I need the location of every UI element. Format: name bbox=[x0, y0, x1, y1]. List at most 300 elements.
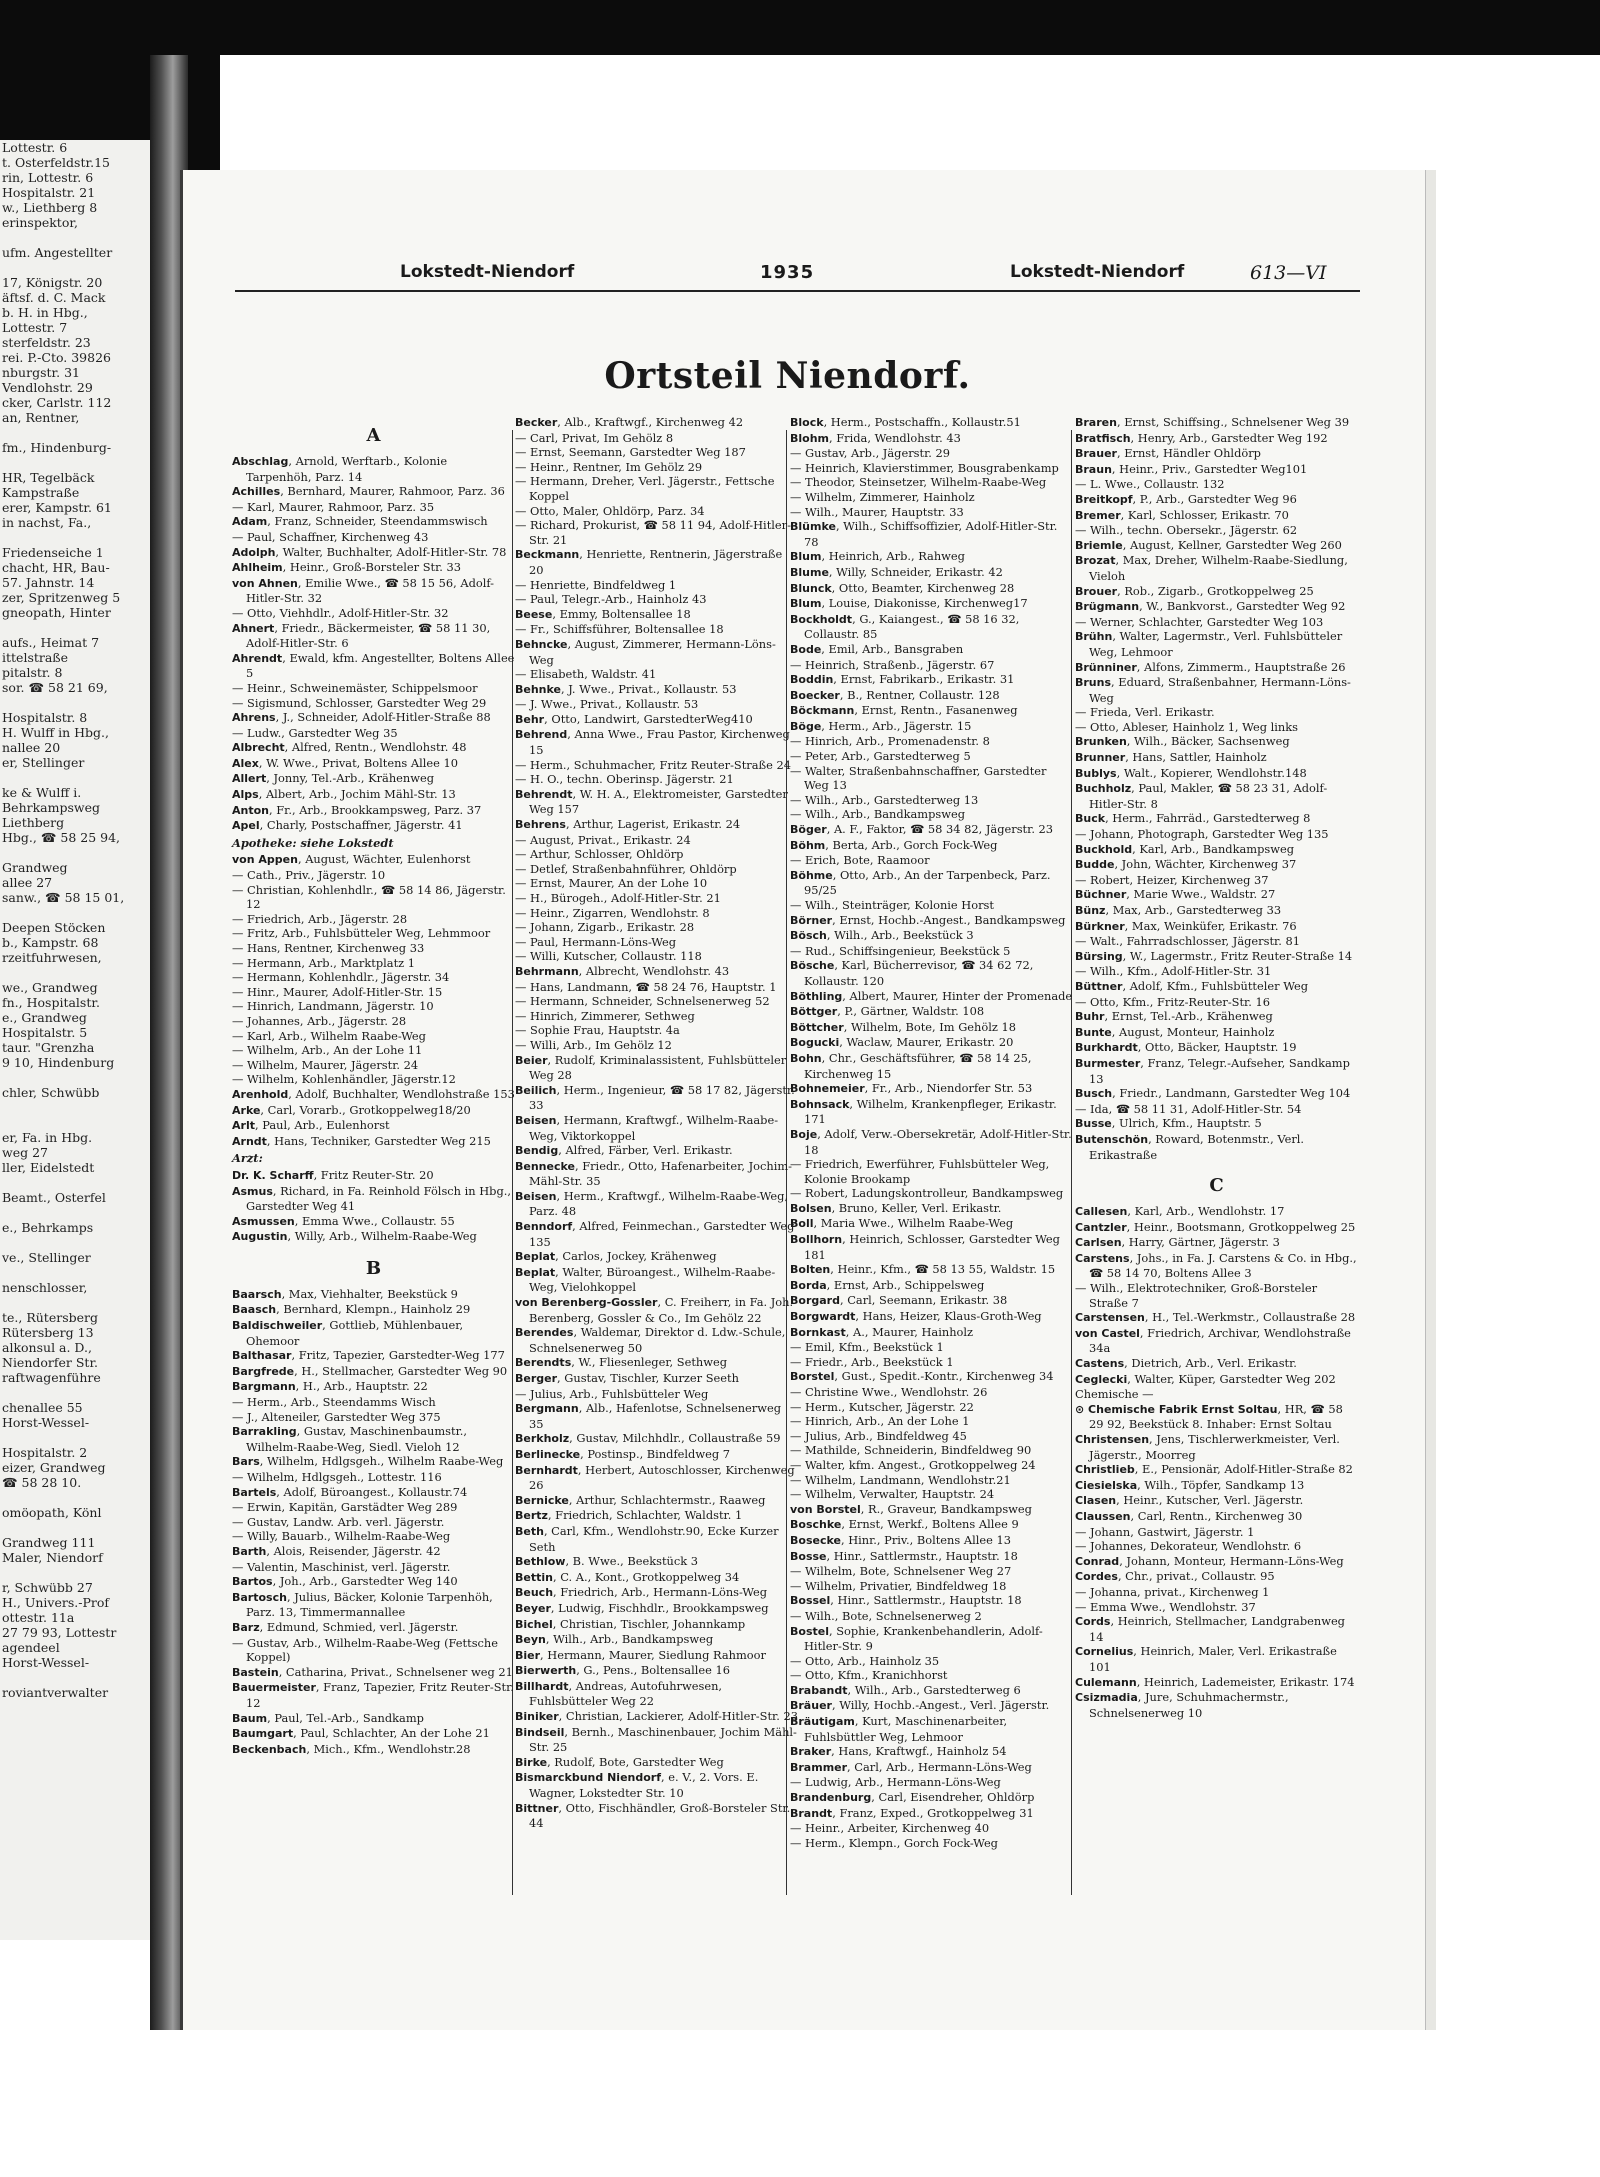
directory-entry: — Peter, Arb., Garstedterweg 5 bbox=[790, 749, 971, 764]
directory-entry: — Karl, Maurer, Rahmoor, Parz. 35 bbox=[232, 499, 435, 514]
column-1 bbox=[232, 420, 515, 1757]
left-page-line: Friedenseiche 1 bbox=[2, 545, 104, 560]
directory-entry: Bruns, Eduard, Straßenbahner, Hermann-Löns-Weg bbox=[1075, 675, 1351, 705]
directory-entry: — Wilh., techn. Obersekr., Jägerstr. 62 bbox=[1075, 523, 1298, 538]
directory-entry: — Hinrich, Landmann, Jägerstr. 10 bbox=[232, 999, 434, 1014]
directory-entry: Augustin, Willy, Arb., Wilhelm-Raabe-Weg bbox=[232, 1229, 477, 1244]
directory-entry: Claussen, Carl, Rentn., Kirchenweg 30 bbox=[1075, 1508, 1303, 1523]
directory-entry: — H. O., techn. Oberinsp. Jägerstr. 21 bbox=[515, 772, 734, 787]
directory-entry: Borgwardt, Hans, Heizer, Klaus-Groth-Weg bbox=[790, 1309, 1042, 1324]
directory-entry: Böthling, Albert, Maurer, Hinter der Promenade bbox=[790, 988, 1073, 1003]
directory-entry: — Wilh., Bote, Schnelsenerweg 2 bbox=[790, 1608, 982, 1623]
directory-entry: Busch, Friedr., Landmann, Garstedter Weg 104 bbox=[1075, 1086, 1351, 1101]
directory-entry: Böhm, Berta, Arb., Gorch Fock-Weg bbox=[790, 837, 998, 852]
directory-entry: Bergmann, Alb., Hafenlotse, Schnelsenerweg 35 bbox=[515, 1401, 782, 1431]
directory-entry: Börner, Ernst, Hochb.-Angest., Bandkampsweg bbox=[790, 912, 1066, 927]
directory-entry: Boecker, B., Rentner, Collaustr. 128 bbox=[790, 687, 1000, 702]
directory-entry: Block, Herm., Postschaffn., Kollaustr.51 bbox=[790, 415, 1021, 429]
left-page-line bbox=[0, 1565, 150, 1580]
directory-entry: Brünniner, Alfons, Zimmerm., Hauptstraße 26 bbox=[1075, 659, 1346, 674]
directory-entry: Becker, Alb., Kraftwgf., Kirchenweg 42 bbox=[515, 415, 744, 429]
directory-entry: — Hans, Landmann, ☎ 58 24 76, Hauptstr. 1 bbox=[515, 979, 777, 994]
left-page-line: sor. ☎ 58 21 69, bbox=[2, 680, 108, 695]
directory-entry: Bublys, Walt., Kopierer, Wendlohstr.148 bbox=[1075, 765, 1307, 780]
directory-entry: — Heinr., Zigarren, Wendlohstr. 8 bbox=[515, 905, 710, 920]
left-page-line: allee 27 bbox=[2, 875, 53, 890]
left-page-line: Horst-Wessel- bbox=[2, 1415, 90, 1430]
left-page-fragment bbox=[0, 140, 152, 1940]
section-letter-c: C bbox=[1209, 1175, 1224, 1197]
directory-entry: Anton, Fr., Arb., Brookkampsweg, Parz. 37 bbox=[232, 802, 482, 817]
directory-entry: Christlieb, E., Pensionär, Adolf-Hitler-Straße 82 bbox=[1075, 1462, 1353, 1477]
directory-entry: — Walter, Straßenbahnschaffner, Garstedter Weg 13 bbox=[790, 763, 1047, 793]
directory-entry: Burkhardt, Otto, Bäcker, Hauptstr. 19 bbox=[1075, 1040, 1297, 1055]
directory-entry: Bohn, Chr., Geschäftsführer, ☎ 58 14 25, Kirchenweg 15 bbox=[790, 1050, 1032, 1081]
directory-entry: Culemann, Heinrich, Lademeister, Erikastr. 174 bbox=[1075, 1674, 1355, 1689]
directory-entry: Bünz, Max, Arb., Garstedterweg 33 bbox=[1075, 903, 1282, 917]
directory-entry: Behr, Otto, Landwirt, GarstedterWeg410 bbox=[515, 711, 753, 726]
directory-entry: — Sigismund, Schlosser, Garstedter Weg 29 bbox=[232, 695, 487, 710]
left-page-line: fm., Hindenburg- bbox=[2, 440, 112, 455]
directory-entry: — Walter, kfm. Angest., Grotkoppelweg 24 bbox=[790, 1457, 1036, 1472]
left-page-line: zer, Spritzenweg 5 bbox=[2, 590, 121, 605]
directory-entry: Callesen, Karl, Arb., Wendlohstr. 17 bbox=[1075, 1204, 1285, 1219]
directory-entry: — Johannes, Dekorateur, Wendlohstr. 6 bbox=[1075, 1539, 1302, 1554]
directory-entry: — Frieda, Verl. Erikastr. bbox=[1075, 705, 1215, 720]
directory-entry: — Wilhelm, Hdlgsgeh., Lottestr. 116 bbox=[232, 1470, 442, 1484]
directory-entry: — Detlef, Straßenbahnführer, Ohldörp bbox=[515, 861, 737, 876]
directory-entry: Bittner, Otto, Fischhändler, Groß-Borsteler Str. 44 bbox=[515, 1800, 791, 1831]
left-page-line: nenschlosser, bbox=[2, 1280, 88, 1295]
directory-entry: Brandenburg, Carl, Eisendreher, Ohldörp bbox=[790, 1790, 1035, 1805]
directory-entry: Bindseil, Bernh., Maschinenbauer, Jochim Mähl-Str. 25 bbox=[515, 1724, 797, 1755]
directory-entry: Blum, Louise, Diakonisse, Kirchenweg17 bbox=[790, 596, 1028, 611]
left-page-line bbox=[0, 1385, 150, 1400]
directory-entry: — Wilhelm, Landmann, Wendlohstr.21 bbox=[790, 1472, 1011, 1487]
directory-entry: — Ernst, Seemann, Garstedter Weg 187 bbox=[515, 445, 746, 460]
directory-entry: — Emil, Kfm., Beekstück 1 bbox=[790, 1340, 944, 1355]
directory-entry: Brauer, Ernst, Händler Ohldörp bbox=[1075, 446, 1261, 461]
directory-entry: Bartos, Joh., Arb., Garstedter Weg 140 bbox=[232, 1574, 458, 1589]
directory-entry: Ceglecki, Walter, Küper, Garstedter Weg 202 bbox=[1075, 1371, 1336, 1386]
left-page-line: Horst-Wessel- bbox=[2, 1655, 90, 1670]
directory-entry: Barth, Alois, Reisender, Jägerstr. 42 bbox=[232, 1543, 441, 1558]
directory-entry: Boll, Maria Wwe., Wilhelm Raabe-Weg bbox=[790, 1216, 1014, 1231]
directory-entry: — Christine Wwe., Wendlohstr. 26 bbox=[790, 1385, 988, 1399]
directory-entry: — Wilhelm, Arb., An der Lohe 11 bbox=[232, 1043, 423, 1058]
left-page-line: rei. P.-Cto. 39826 bbox=[2, 350, 111, 365]
left-page-line: b., Kampstr. 68 bbox=[2, 935, 99, 950]
directory-entry: — Julius, Arb., Bindfeldweg 45 bbox=[790, 1428, 967, 1443]
directory-entry: — Heinr., Rentner, Im Gehölz 29 bbox=[515, 459, 703, 474]
directory-entry: — Herm., Klempn., Gorch Fock-Weg bbox=[790, 1835, 998, 1850]
directory-entry: Beyn, Wilh., Arb., Bandkampsweg bbox=[515, 1632, 714, 1647]
left-page-line: erer, Kampstr. 61 bbox=[2, 500, 112, 515]
directory-entry: Cordes, Chr., privat., Collaustr. 95 bbox=[1075, 1569, 1275, 1584]
directory-entry: Behrendt, W. H. A., Elektromeister, Garstedter Weg 157 bbox=[515, 786, 788, 817]
left-page-line: chler, Schwübb bbox=[2, 1085, 100, 1100]
directory-entry: Böger, A. F., Faktor, ☎ 58 34 82, Jägerstr. 23 bbox=[790, 822, 1054, 837]
directory-entry: — Hermann, Schneider, Schnelsenerweg 52 bbox=[515, 994, 770, 1009]
directory-entry: Albrecht, Alfred, Rentn., Wendlohstr. 48 bbox=[232, 740, 467, 755]
directory-entry: Beth, Carl, Kfm., Wendlohstr.90, Ecke Kurzer Seth bbox=[515, 1523, 779, 1554]
directory-entry: — Hinrich, Zimmerer, Sethweg bbox=[515, 1008, 695, 1023]
running-head-left: Lokstedt-Niendorf bbox=[400, 262, 575, 282]
directory-entry: Bendig, Alfred, Färber, Verl. Erikastr. bbox=[515, 1143, 733, 1158]
directory-entry: Bartosch, Julius, Bäcker, Kolonie Tarpenhöh, Parz. 13, Timmermannallee bbox=[232, 1589, 493, 1620]
directory-entry: — Hans, Rentner, Kirchenweg 33 bbox=[232, 941, 425, 955]
directory-entry: Bargmann, H., Arb., Hauptstr. 22 bbox=[232, 1379, 428, 1394]
directory-entry: Bismarckbund Niendorf, e. V., 2. Vors. E. Wagner, Lokstedter Str. 10 bbox=[515, 1770, 759, 1801]
directory-entry: Brammer, Carl, Arb., Hermann-Löns-Weg bbox=[790, 1759, 1032, 1774]
left-page-line: chenallee 55 bbox=[2, 1400, 83, 1415]
directory-entry: — Johannes, Arb., Jägerstr. 28 bbox=[232, 1013, 407, 1028]
left-page-line: alkonsul a. D., bbox=[2, 1340, 92, 1355]
left-page-line: Hospitalstr. 8 bbox=[2, 710, 88, 725]
left-page-line: Rütersberg 13 bbox=[2, 1325, 94, 1340]
left-page-line: Lottestr. 6 bbox=[2, 140, 68, 155]
directory-entry: Biniker, Christian, Lackierer, Adolf-Hitler-Str. 23 bbox=[515, 1709, 798, 1724]
directory-entry: Ciesielska, Wilh., Töpfer, Sandkamp 13 bbox=[1075, 1477, 1305, 1492]
left-page-line: in nachst, Fa., bbox=[2, 515, 92, 530]
directory-entry: — Hinrich, Arb., An der Lohe 1 bbox=[790, 1414, 970, 1429]
directory-entry: — Wilhelm, Kohlenhändler, Jägerstr.12 bbox=[232, 1072, 456, 1087]
left-page-line: agendeel bbox=[2, 1640, 60, 1655]
directory-entry: Baasch, Bernhard, Klempn., Hainholz 29 bbox=[232, 1302, 471, 1317]
directory-entry: Baarsch, Max, Viehhalter, Beekstück 9 bbox=[232, 1286, 458, 1301]
apotheke-heading: Apotheke: siehe Lokstedt bbox=[232, 835, 394, 850]
left-page-line: Hospitalstr. 2 bbox=[2, 1445, 88, 1460]
directory-entry: — J., Alteneiler, Garstedter Weg 375 bbox=[232, 1409, 441, 1424]
directory-entry: — Wilhelm, Verwalter, Hauptstr. 24 bbox=[790, 1487, 995, 1502]
left-page-line: rzeitfuhrwesen, bbox=[2, 950, 102, 965]
directory-entry: Brunken, Wilh., Bäcker, Sachsenweg bbox=[1075, 734, 1290, 749]
left-page-line: roviantverwalter bbox=[2, 1685, 109, 1700]
directory-entry: Bürkner, Max, Weinküfer, Erikastr. 76 bbox=[1075, 918, 1297, 933]
directory-entry: — Ludw., Garstedter Weg 35 bbox=[232, 725, 398, 740]
left-page-line: HR, Tegelbäck bbox=[2, 470, 95, 485]
directory-entry: Böckmann, Ernst, Rentn., Fasanenweg bbox=[790, 703, 1018, 718]
entry-list bbox=[232, 852, 515, 1149]
directory-entry: — Wilh., Arb., Bandkampsweg bbox=[790, 807, 966, 822]
directory-entry: Bosse, Hinr., Sattlermstr., Hauptstr. 18 bbox=[790, 1548, 1018, 1563]
directory-entry: Bolsen, Bruno, Keller, Verl. Erikastr. bbox=[790, 1200, 1002, 1215]
directory-entry: Billhardt, Andreas, Autofuhrwesen, Fuhlsbütteler Weg 22 bbox=[515, 1678, 723, 1709]
directory-entry: Böttger, P., Gärtner, Waldstr. 108 bbox=[790, 1004, 985, 1019]
directory-entry: — Johann, Zigarb., Erikastr. 28 bbox=[515, 920, 695, 935]
directory-entry: Bräuer, Willy, Hochb.-Angest., Verl. Jägerstr. bbox=[790, 1698, 1050, 1713]
directory-entry: — Henriette, Bindfeldweg 1 bbox=[515, 577, 677, 592]
left-page-line: H. Wulff in Hbg., bbox=[2, 725, 109, 740]
directory-entry: — Paul, Telegr.-Arb., Hainholz 43 bbox=[515, 592, 707, 607]
column-2 bbox=[515, 415, 798, 1831]
left-page-line: Vendlohstr. 29 bbox=[2, 380, 93, 395]
directory-entry: — Otto, Ableser, Hainholz 1, Weg links bbox=[1075, 719, 1298, 734]
directory-entry: Bartels, Adolf, Büroangest., Kollaustr.74 bbox=[232, 1484, 468, 1499]
directory-entry: — Richard, Prokurist, ☎ 58 11 94, Adolf-Hitler-Str. 21 bbox=[515, 518, 791, 547]
directory-entry: Castens, Dietrich, Arb., Verl. Erikastr. bbox=[1075, 1356, 1297, 1371]
directory-entry: — Herm., Schuhmacher, Fritz Reuter-Straße 24 bbox=[515, 757, 792, 772]
left-page-line: sterfeldstr. 23 bbox=[2, 335, 91, 350]
directory-entry: Bratfisch, Henry, Arb., Garstedter Weg 192 bbox=[1075, 430, 1328, 445]
directory-entry: Bernicke, Arthur, Schlachtermstr., Raaweg bbox=[515, 1492, 766, 1507]
directory-entry: Brabandt, Wilh., Arb., Garstedterweg 6 bbox=[790, 1682, 1021, 1697]
directory-entry: Beyer, Ludwig, Fischhdlr., Brookkampsweg bbox=[515, 1600, 769, 1615]
directory-entry: Behrend, Anna Wwe., Frau Pastor, Kirchenweg 15 bbox=[515, 727, 790, 758]
directory-entry: Bockholdt, G., Kaiangest., ☎ 58 16 32, Collaustr. 85 bbox=[790, 611, 1020, 642]
left-page-line: ke & Wulff i. bbox=[2, 785, 82, 800]
left-page-line bbox=[0, 905, 150, 920]
directory-entry: — Erich, Bote, Raamoor bbox=[790, 853, 930, 868]
directory-entry: Borgard, Carl, Seemann, Erikastr. 38 bbox=[790, 1293, 1008, 1308]
directory-entry: — Herm., Kutscher, Jägerstr. 22 bbox=[790, 1399, 974, 1414]
directory-entry: Blunck, Otto, Beamter, Kirchenweg 28 bbox=[790, 580, 1015, 595]
directory-entry: Cords, Heinrich, Stellmacher, Landgrabenweg 14 bbox=[1075, 1614, 1345, 1644]
directory-entry: Arke, Carl, Vorarb., Grotkoppelweg18/20 bbox=[232, 1102, 471, 1117]
directory-entry: — Wilh., Maurer, Hauptstr. 33 bbox=[790, 504, 964, 519]
entry-list bbox=[790, 415, 1073, 1850]
directory-entry: von Appen, August, Wächter, Eulenhorst bbox=[232, 852, 471, 867]
left-page-line: 17, Königstr. 20 bbox=[2, 275, 103, 290]
directory-entry: — Christian, Kohlenhdlr., ☎ 58 14 86, Jägerstr. 12 bbox=[232, 882, 506, 912]
directory-entry: — Ida, ☎ 58 11 31, Adolf-Hitler-Str. 54 bbox=[1075, 1101, 1302, 1116]
section-letter-a: A bbox=[366, 425, 381, 446]
directory-entry: — Friedrich, Ewerführer, Fuhlsbütteler Weg, Kolonie Brookamp bbox=[790, 1157, 1050, 1186]
directory-entry: Beier, Rudolf, Kriminalassistent, Fuhlsbütteler Weg 28 bbox=[515, 1052, 787, 1083]
directory-entry: Adam, Franz, Schneider, Steendammswisch bbox=[232, 514, 488, 529]
left-page-line: r, Schwübb 27 bbox=[2, 1580, 93, 1595]
directory-entry: Blohm, Frida, Wendlohstr. 43 bbox=[790, 430, 961, 445]
left-page-line: eizer, Grandweg bbox=[2, 1460, 106, 1475]
directory-entry: Birke, Rudolf, Bote, Garstedter Weg bbox=[515, 1754, 724, 1769]
directory-entry: Apel, Charly, Postschaffner, Jägerstr. 41 bbox=[232, 818, 463, 833]
directory-entry: — Friedr., Arb., Beekstück 1 bbox=[790, 1354, 954, 1369]
directory-entry: Brügmann, W., Bankvorst., Garstedter Weg 92 bbox=[1075, 599, 1346, 614]
left-page-line: nburgstr. 31 bbox=[2, 365, 80, 380]
directory-entry: Baldischweiler, Gottlieb, Mühlenbauer, Ohemoor bbox=[232, 1318, 464, 1348]
directory-entry: Bräutigam, Kurt, Maschinenarbeiter, Fuhlsbüttler Weg, Lehmoor bbox=[790, 1714, 1008, 1744]
directory-entry: Bohnsack, Wilhelm, Krankenpfleger, Erikastr. 171 bbox=[790, 1096, 1057, 1127]
directory-entry: — Robert, Ladungskontrolleur, Bandkampsweg bbox=[790, 1186, 1064, 1201]
left-page-line: 57. Jahnstr. 14 bbox=[2, 575, 95, 590]
left-page-line: pitalstr. 8 bbox=[2, 665, 63, 680]
directory-entry: Berendts, W., Fliesenleger, Sethweg bbox=[515, 1355, 728, 1370]
directory-entry: — L. Wwe., Collaustr. 132 bbox=[1075, 477, 1225, 492]
left-page-line: Hospitalstr. 5 bbox=[2, 1025, 88, 1040]
directory-entry: Asmussen, Emma Wwe., Collaustr. 55 bbox=[232, 1213, 455, 1228]
directory-entry: Arenhold, Adolf, Buchhalter, Wendlohstraße 153 bbox=[232, 1086, 515, 1101]
left-page-line: 27 79 93, Lottestr bbox=[2, 1625, 117, 1640]
directory-entry: Berger, Gustav, Tischler, Kurzer Seeth bbox=[515, 1371, 739, 1385]
directory-entry: Burmester, Franz, Telegr.-Aufseher, Sandkamp 13 bbox=[1075, 1055, 1350, 1086]
left-page-line: weg 27 bbox=[2, 1145, 48, 1160]
directory-entry: Arndt, Hans, Techniker, Garstedter Weg 215 bbox=[232, 1133, 491, 1148]
left-page-line: Grandweg 111 bbox=[2, 1535, 96, 1550]
directory-entry: Boje, Adolf, Verw.-Obersekretär, Adolf-Hitler-Str. 18 bbox=[790, 1126, 1072, 1157]
directory-entry: Bogucki, Waclaw, Maurer, Erikastr. 20 bbox=[790, 1035, 1014, 1050]
left-page-line bbox=[0, 1490, 150, 1505]
directory-entry: Boddin, Ernst, Fabrikarb., Erikastr. 31 bbox=[790, 672, 1015, 687]
entry-list bbox=[1075, 1204, 1358, 1720]
left-page-line bbox=[0, 1235, 150, 1250]
directory-entry: — Johann, Photograph, Garstedter Weg 135 bbox=[1075, 827, 1329, 842]
directory-entry: Blum, Heinrich, Arb., Rahweg bbox=[790, 549, 965, 564]
left-page-line bbox=[0, 1100, 150, 1115]
directory-entry: Asmus, Richard, in Fa. Reinhold Fölsch in Hbg., Garstedter Weg 41 bbox=[232, 1183, 511, 1214]
directory-entry: — Hinrich, Arb., Promenadenstr. 8 bbox=[790, 734, 990, 749]
directory-entry: Ahnert, Friedr., Bäckermeister, ☎ 58 11 30, Adolf-Hitler-Str. 6 bbox=[232, 620, 491, 651]
directory-entry: — Robert, Heizer, Kirchenweg 37 bbox=[1075, 872, 1269, 887]
left-page-line: er, Fa. in Hbg. bbox=[2, 1130, 93, 1145]
directory-entry: — Hermann, Kohlenhdlr., Jägerstr. 34 bbox=[232, 970, 450, 985]
directory-entry: Boschke, Ernst, Werkf., Boltens Allee 9 bbox=[790, 1517, 1019, 1532]
directory-entry: Borda, Ernst, Arb., Schippelsweg bbox=[790, 1277, 985, 1292]
directory-entry: Buck, Herm., Fahrräd., Garstedterweg 8 bbox=[1075, 811, 1311, 826]
directory-entry: Baumgart, Paul, Schlachter, An der Lohe 21 bbox=[232, 1726, 490, 1741]
left-page-line: 9 10, Hindenburg bbox=[2, 1055, 115, 1070]
directory-entry: Beckenbach, Mich., Kfm., Wendlohstr.28 bbox=[232, 1741, 471, 1756]
left-page-line: Deepen Stöcken bbox=[2, 920, 106, 935]
left-page-line: chacht, HR, Bau- bbox=[2, 560, 110, 575]
left-page-line bbox=[0, 965, 150, 980]
directory-entry: — Wilh., Elektrotechniker, Groß-Borsteler Straße 7 bbox=[1075, 1281, 1318, 1310]
directory-entry: Beplat, Walter, Büroangest., Wilhelm-Raabe-Weg, Vielohkoppel bbox=[515, 1264, 776, 1295]
left-page-line bbox=[0, 695, 150, 710]
directory-entry: — Willi, Kutscher, Collaustr. 118 bbox=[515, 949, 702, 964]
directory-entry: Bier, Hermann, Maurer, Siedlung Rahmoor bbox=[515, 1647, 766, 1662]
directory-entry: — Elisabeth, Waldstr. 41 bbox=[515, 667, 657, 682]
directory-entry: Braren, Ernst, Schiffsing., Schnelsener Weg 39 bbox=[1075, 415, 1350, 429]
directory-entry: Bierwerth, G., Pens., Boltensallee 16 bbox=[515, 1663, 730, 1678]
left-page-line: cker, Carlstr. 112 bbox=[2, 395, 112, 410]
directory-entry: — August, Privat., Erikastr. 24 bbox=[515, 832, 691, 847]
directory-entry: von Berenberg-Gossler, C. Freiherr, in Fa. Joh. Berenberg, Gossler & Co., Im Gehölz 22 bbox=[515, 1295, 794, 1325]
directory-entry: — Wilhelm, Privatier, Bindfeldweg 18 bbox=[790, 1578, 1007, 1593]
directory-entry: — Wilhelm, Maurer, Jägerstr. 24 bbox=[232, 1057, 419, 1072]
left-page-line: Kampstraße bbox=[2, 485, 80, 500]
left-page-line: an, Rentner, bbox=[2, 410, 80, 425]
directory-entry: Bargfrede, H., Stellmacher, Garstedter Weg 90 bbox=[232, 1363, 508, 1378]
directory-entry: — Cath., Priv., Jägerstr. 10 bbox=[232, 868, 386, 883]
entry-list bbox=[1075, 415, 1358, 1162]
directory-entry: Bösche, Karl, Bücherrevisor, ☎ 34 62 72, Kollaustr. 120 bbox=[790, 958, 1034, 988]
directory-entry: — Walt., Fahrradschlosser, Jägerstr. 81 bbox=[1075, 934, 1300, 949]
left-page-line: er, Stellinger bbox=[2, 755, 85, 770]
page-title: Ortsteil Niendorf. bbox=[604, 355, 971, 397]
directory-entry: — Otto, Kfm., Fritz-Reuter-Str. 16 bbox=[1075, 994, 1270, 1009]
directory-entry: von Castel, Friedrich, Archivar, Wendlohstraße 34a bbox=[1075, 1325, 1351, 1356]
directory-entry: Blume, Willy, Schneider, Erikastr. 42 bbox=[790, 564, 1003, 579]
entry-list bbox=[232, 454, 515, 834]
directory-entry: — Heinrich, Straßenb., Jägerstr. 67 bbox=[790, 657, 995, 672]
directory-entry: Ahrendt, Ewald, kfm. Angestellter, Boltens Allee 5 bbox=[232, 650, 515, 681]
directory-entry: Beilich, Herm., Ingenieur, ☎ 58 17 82, Jägerstr. 33 bbox=[515, 1082, 795, 1113]
left-page-line: ittelstraße bbox=[2, 650, 69, 665]
left-page-line bbox=[0, 1115, 150, 1130]
directory-entry: Beisen, Herm., Kraftwgf., Wilhelm-Raabe-Weg, Parz. 48 bbox=[515, 1188, 789, 1219]
directory-entry: Bollhorn, Heinrich, Schlosser, Garstedter Weg 181 bbox=[790, 1232, 1060, 1262]
directory-entry: Brunner, Hans, Sattler, Hainholz bbox=[1075, 750, 1267, 765]
left-page-line: Beamt., Osterfel bbox=[2, 1190, 106, 1205]
directory-entry: — Wilhelm, Zimmerer, Hainholz bbox=[790, 489, 975, 504]
directory-entry: Buchholz, Paul, Makler, ☎ 58 23 31, Adolf-Hitler-Str. 8 bbox=[1075, 781, 1328, 811]
left-page-line: fn., Hospitalstr. bbox=[2, 995, 100, 1010]
directory-entry: — Otto, Kfm., Kranichhorst bbox=[790, 1668, 948, 1683]
directory-entry: — Sophie Frau, Hauptstr. 4a bbox=[515, 1023, 680, 1038]
directory-entry: Bostel, Sophie, Krankenbehandlerin, Adolf-Hitler-Str. 9 bbox=[790, 1623, 1043, 1654]
directory-entry: Bolten, Heinr., Kfm., ☎ 58 13 55, Waldstr. 15 bbox=[790, 1262, 1056, 1277]
directory-entry: — Wilh., Steinträger, Kolonie Horst bbox=[790, 898, 994, 912]
entry-list bbox=[232, 1287, 515, 1757]
directory-entry: — Hinr., Maurer, Adolf-Hitler-Str. 15 bbox=[232, 984, 443, 999]
directory-entry: — Wilh., Kfm., Adolf-Hitler-Str. 31 bbox=[1075, 964, 1272, 979]
directory-entry: Bethlow, B. Wwe., Beekstück 3 bbox=[515, 1554, 699, 1569]
directory-entry: Bauermeister, Franz, Tapezier, Fritz Reuter-Str. 12 bbox=[232, 1680, 514, 1710]
directory-entry: — Heinrich, Klavierstimmer, Bousgrabenkamp bbox=[790, 460, 1059, 475]
directory-entry: — Fr., Schiffsführer, Boltensallee 18 bbox=[515, 622, 724, 637]
directory-entry: Ahrens, J., Schneider, Adolf-Hitler-Straße 88 bbox=[232, 710, 491, 725]
directory-entry: Bosecke, Hinr., Priv., Boltens Allee 13 bbox=[790, 1532, 1011, 1547]
directory-entry: Büttner, Adolf, Kfm., Fuhlsbütteler Weg bbox=[1075, 978, 1309, 993]
left-page-line: te., Rütersberg bbox=[2, 1310, 98, 1325]
directory-entry: — Friedrich, Arb., Jägerstr. 28 bbox=[232, 911, 408, 926]
directory-entry: Böttcher, Wilhelm, Bote, Im Gehölz 18 bbox=[790, 1019, 1017, 1034]
column-3 bbox=[790, 415, 1073, 1850]
directory-entry: Brühn, Walter, Lagermstr., Verl. Fuhlsbütteler Weg, Lehmoor bbox=[1075, 629, 1343, 659]
directory-entry: — Julius, Arb., Fuhlsbütteler Weg bbox=[515, 1386, 709, 1401]
directory-entry: — Willy, Bauarb., Wilhelm-Raabe-Weg bbox=[232, 1529, 451, 1544]
running-head bbox=[215, 262, 1360, 292]
directory-entry: Achilles, Bernhard, Maurer, Rahmoor, Parz. 36 bbox=[232, 484, 505, 499]
left-page-line bbox=[0, 1070, 150, 1085]
left-page-line: ufm. Angestellter bbox=[2, 245, 113, 260]
directory-entry: Behnke, J. Wwe., Privat., Kollaustr. 53 bbox=[515, 681, 737, 696]
directory-entry: — Ernst, Maurer, An der Lohe 10 bbox=[515, 876, 708, 891]
directory-entry: — Otto, Viehhdlr., Adolf-Hitler-Str. 32 bbox=[232, 605, 449, 620]
left-page-line: H., Univers.-Prof bbox=[2, 1595, 109, 1610]
directory-entry: Beckmann, Henriette, Rentnerin, Jägerstraße 20 bbox=[515, 547, 783, 577]
left-page-line: ve., Stellinger bbox=[2, 1250, 91, 1265]
left-page-line: taur. "Grenzha bbox=[2, 1040, 95, 1055]
left-page-line: erinspektor, bbox=[2, 215, 78, 230]
directory-entry: — Wilhelm, Bote, Schnelsener Weg 27 bbox=[790, 1564, 1012, 1579]
directory-entry: Bode, Emil, Arb., Bansgraben bbox=[790, 641, 964, 656]
directory-entry: Braun, Heinr., Priv., Garstedter Weg101 bbox=[1075, 461, 1308, 476]
left-page-line: w., Liethberg 8 bbox=[2, 200, 98, 215]
left-page-line: Niendorfer Str. bbox=[2, 1355, 99, 1370]
page-edge bbox=[1425, 170, 1436, 2030]
directory-entry: Büchner, Marie Wwe., Waldstr. 27 bbox=[1075, 887, 1276, 902]
directory-entry: Cornelius, Heinrich, Maler, Verl. Erikastraße 101 bbox=[1075, 1644, 1337, 1674]
left-page-line: Grandweg bbox=[2, 860, 68, 875]
directory-entry: Bars, Wilhelm, Hdlgsgeh., Wilhelm Raabe-Weg bbox=[232, 1454, 504, 1469]
left-page-line: rin, Lottestr. 6 bbox=[2, 170, 94, 185]
left-page-line: aufs., Heimat 7 bbox=[2, 635, 100, 650]
entry-list bbox=[515, 415, 798, 1831]
directory-entry: — Karl, Arb., Wilhelm Raabe-Weg bbox=[232, 1028, 426, 1043]
left-page-text bbox=[0, 140, 150, 1700]
directory-entry: ⊙ Chemische Fabrik Ernst Soltau, HR, ☎ 58 29 92, Beekstück 8. Inhaber: Ernst Soltau bbox=[1075, 1401, 1343, 1432]
directory-entry: Budde, John, Wächter, Kirchenweg 37 bbox=[1075, 857, 1297, 872]
left-page-line: we., Grandweg bbox=[2, 980, 98, 995]
directory-entry: Brandt, Franz, Exped., Grotkoppelweg 31 bbox=[790, 1805, 1034, 1820]
directory-entry: Bichel, Christian, Tischler, Johannkamp bbox=[515, 1616, 746, 1631]
directory-entry: Abschlag, Arnold, Werftarb., Kolonie Tarpenhöh, Parz. 14 bbox=[232, 454, 448, 484]
directory-entry: Behrens, Arthur, Lagerist, Erikastr. 24 bbox=[515, 817, 741, 832]
left-page-line: ller, Eidelstedt bbox=[2, 1160, 95, 1175]
left-page-line bbox=[0, 1175, 150, 1190]
left-page-line: Liethberg bbox=[2, 815, 65, 830]
